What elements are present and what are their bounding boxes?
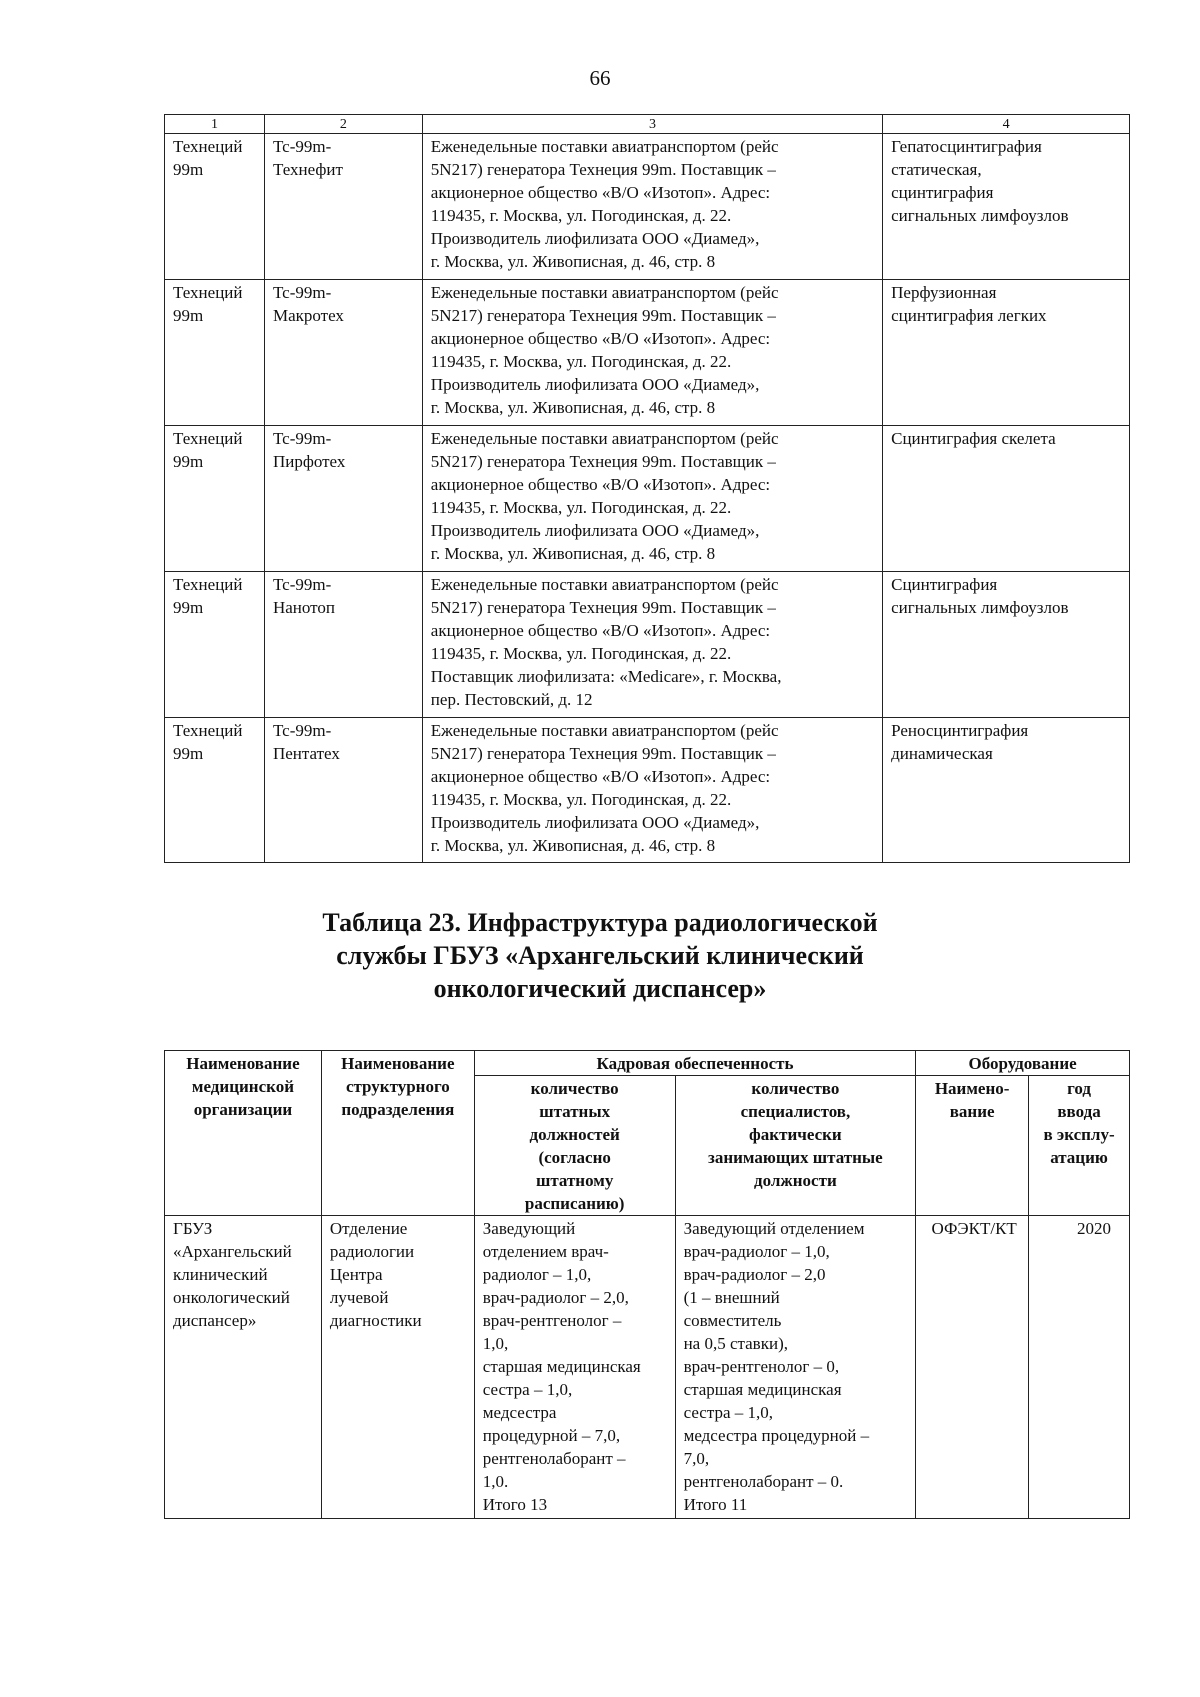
supply-cell: Еженедельные поставки авиатранспортом (рейс 5N217) генератора Технеция 99m. Поставщик – акционерное общество «В/О «Изотоп». Адрес: 119435, г. Москва, ул. Погодинская, д. 22. Производитель лиофилизата ООО «Диамед», г. Москва, ул. Живописная, д. 46, стр. 8 <box>422 280 882 426</box>
table-row <box>165 718 1130 863</box>
drug-cell: Tc-99m- Технефит <box>264 134 422 280</box>
drug-cell: Tc-99m- Пентатех <box>264 718 422 863</box>
supply-cell: Еженедельные поставки авиатранспортом (рейс 5N217) генератора Технеция 99m. Поставщик – акционерное общество «В/О «Изотоп». Адрес: 119435, г. Москва, ул. Погодинская, д. 22. Поставщик лиофилизата: «Medicare», г. Москва, пер. Пестовский, д. 12 <box>422 572 882 718</box>
drug-cell: Tc-99m- Пирфотех <box>264 426 422 572</box>
isotope-cell: Технеций 99m <box>165 572 265 718</box>
header-equip-name: Наимено- вание <box>916 1076 1029 1216</box>
unit-name-cell: Отделение радиологии Центра лучевой диагностики <box>321 1216 474 1519</box>
staff-positions-cell: Заведующий отделением врач- радиолог – 1,0, врач-радиолог – 2,0, врач-рентгенолог – 1,0, старшая медицинская сестра – 1,0, медсестра процедурной – 7,0, рентгенолаборант – 1,0. Итого 13 <box>474 1216 675 1519</box>
table-row <box>165 134 1130 280</box>
header-staff-actual: количество специалистов, фактически занимающих штатные должности <box>675 1076 916 1216</box>
header-row <box>165 1051 1130 1076</box>
table-row <box>165 572 1130 718</box>
study-cell: Перфузионная сцинтиграфия легких <box>883 280 1130 426</box>
radiopharmaceutical-table <box>164 114 1130 863</box>
column-number-row <box>165 115 1130 134</box>
drug-cell: Tc-99m- Нанотоп <box>264 572 422 718</box>
study-cell: Сцинтиграфия скелета <box>883 426 1130 572</box>
table-row <box>165 426 1130 572</box>
isotope-cell: Технеций 99m <box>165 280 265 426</box>
supply-cell: Еженедельные поставки авиатранспортом (рейс 5N217) генератора Технеция 99m. Поставщик – акционерное общество «В/О «Изотоп». Адрес: 119435, г. Москва, ул. Погодинская, д. 22. Производитель лиофилизата ООО «Диамед», г. Москва, ул. Живописная, д. 46, стр. 8 <box>422 718 882 863</box>
study-cell: Реносцинтиграфия динамическая <box>883 718 1130 863</box>
isotope-cell: Технеций 99m <box>165 718 265 863</box>
equip-name-cell: ОФЭКТ/КТ <box>916 1216 1029 1519</box>
column-number: 2 <box>264 115 422 134</box>
isotope-cell: Технеций 99m <box>165 134 265 280</box>
staff-actual-cell: Заведующий отделением врач-радиолог – 1,0, врач-радиолог – 2,0 (1 – внешний совместитель на 0,5 ставки), врач-рентгенолог – 0, старшая медицинская сестра – 1,0, медсестра процедурной – 7,0, рентгенолаборант – 0. Итого 11 <box>675 1216 916 1519</box>
study-cell: Сцинтиграфия сигнальных лимфоузлов <box>883 572 1130 718</box>
equip-year-cell: 2020 <box>1029 1216 1130 1519</box>
supply-cell: Еженедельные поставки авиатранспортом (рейс 5N217) генератора Технеция 99m. Поставщик – акционерное общество «В/О «Изотоп». Адрес: 119435, г. Москва, ул. Погодинская, д. 22. Производитель лиофилизата ООО «Диамед», г. Москва, ул. Живописная, д. 46, стр. 8 <box>422 426 882 572</box>
header-equipment: Оборудование <box>916 1051 1130 1076</box>
column-number: 1 <box>165 115 265 134</box>
table-caption: Таблица 23. Инфраструктура радиологической службы ГБУЗ «Архангельский клинический онкологический диспансер» <box>322 908 878 1003</box>
supply-cell: Еженедельные поставки авиатранспортом (рейс 5N217) генератора Технеция 99m. Поставщик – акционерное общество «В/О «Изотоп». Адрес: 119435, г. Москва, ул. Погодинская, д. 22. Производитель лиофилизата ООО «Диамед», г. Москва, ул. Живописная, д. 46, стр. 8 <box>422 134 882 280</box>
isotope-cell: Технеций 99m <box>165 426 265 572</box>
column-number: 3 <box>422 115 882 134</box>
table-row <box>165 280 1130 426</box>
table-row <box>165 1216 1130 1519</box>
header-staffing: Кадровая обеспеченность <box>474 1051 915 1076</box>
header-equip-year: год ввода в эксплу- атацию <box>1029 1076 1130 1216</box>
header-unit-name: Наименование структурного подразделения <box>321 1051 474 1216</box>
radiology-infrastructure-table <box>164 1050 1130 1519</box>
org-name-cell: ГБУЗ «Архангельский клинический онкологический диспансер» <box>165 1216 322 1519</box>
drug-cell: Tc-99m- Макротех <box>264 280 422 426</box>
study-cell: Гепатосцинтиграфия статическая, сцинтиграфия сигнальных лимфоузлов <box>883 134 1130 280</box>
page-number: 66 <box>589 66 611 90</box>
header-staff-positions: количество штатных должностей (согласно штатному расписанию) <box>474 1076 675 1216</box>
header-org-name: Наименование медицинской организации <box>165 1051 322 1216</box>
column-number: 4 <box>883 115 1130 134</box>
